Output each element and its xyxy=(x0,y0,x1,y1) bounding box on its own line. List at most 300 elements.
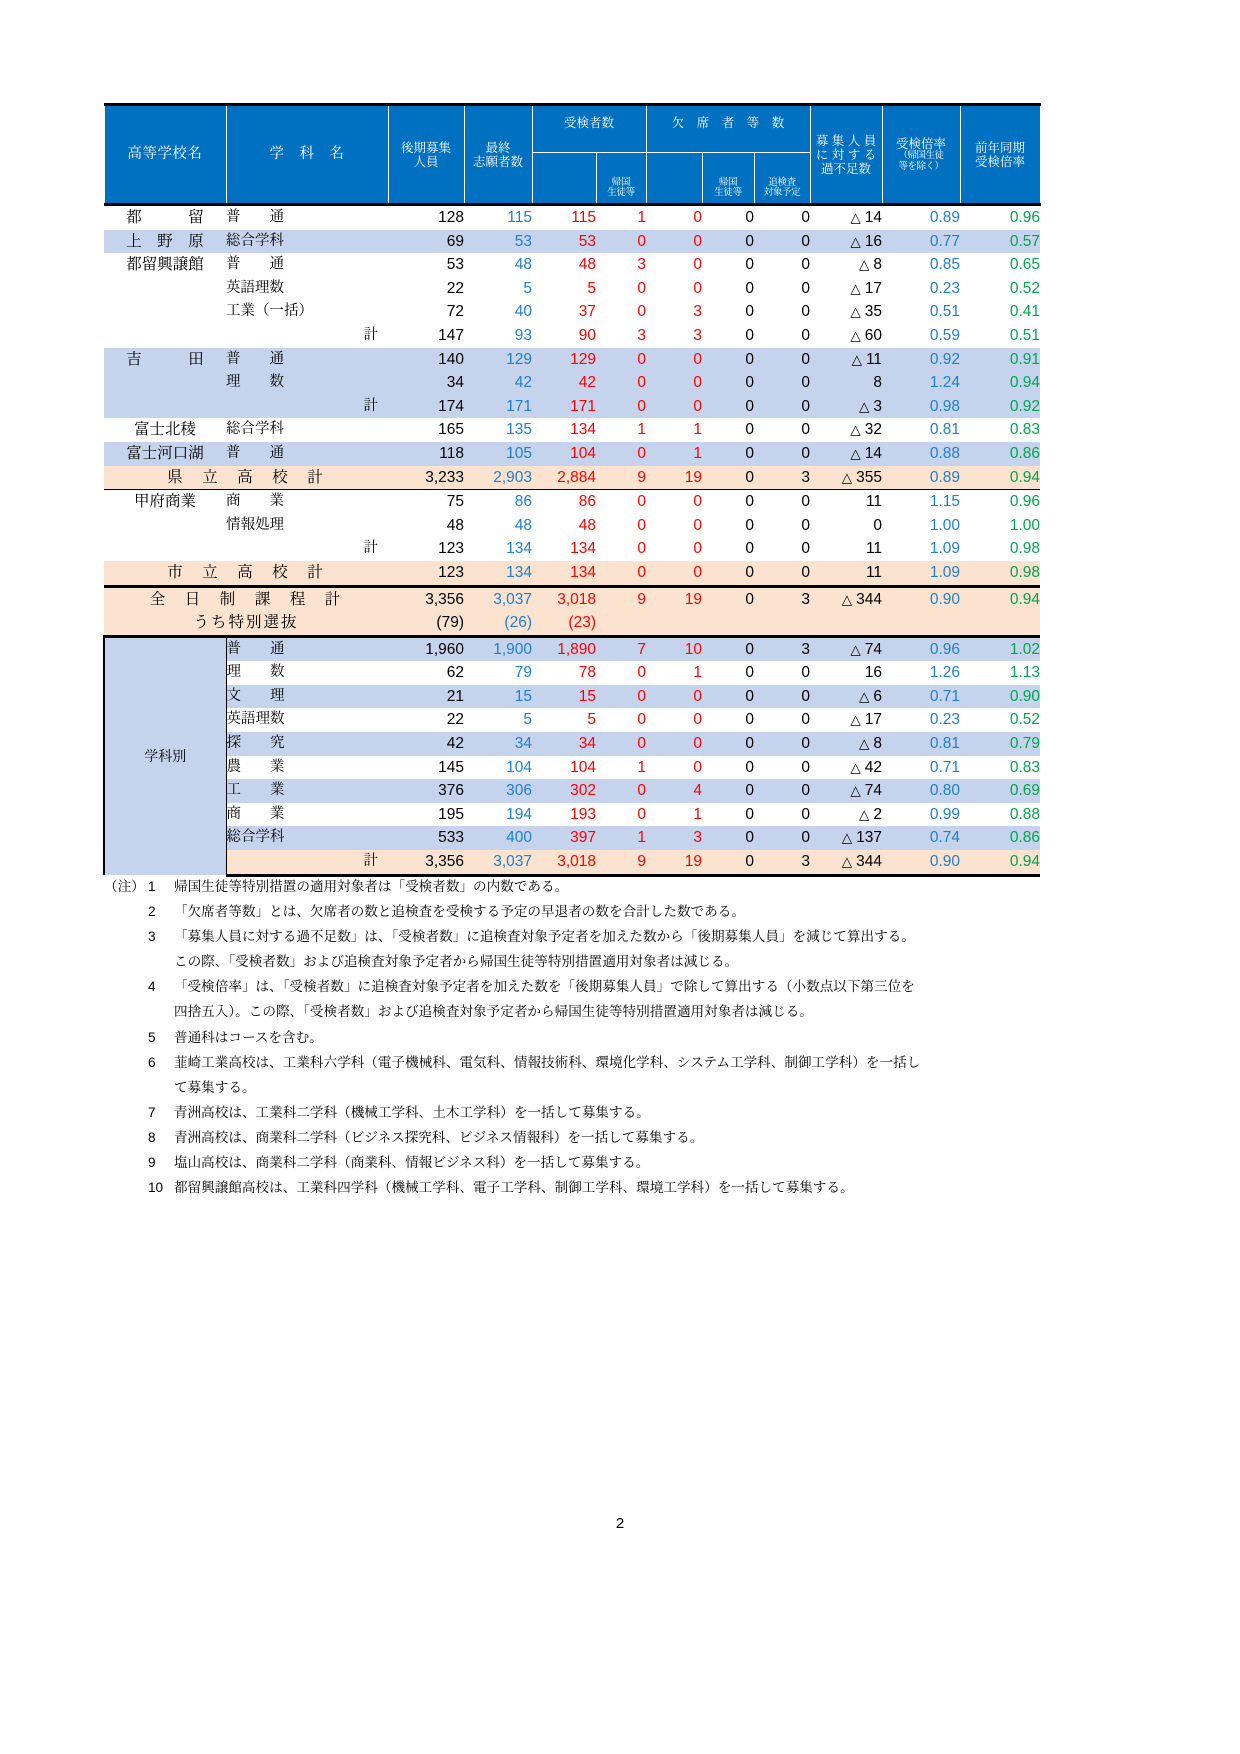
table-header xyxy=(104,105,1040,205)
cell-exam-ratio: 0.51 xyxy=(882,300,960,324)
cell-absentees-returnee: 0 xyxy=(702,371,754,395)
cell-late-quota: 123 xyxy=(388,561,464,586)
cell-school-name: 富士北稜 xyxy=(104,418,226,442)
table-row xyxy=(104,611,1040,636)
table-body-by-department xyxy=(104,636,1040,875)
cell-department-name: 普 通 xyxy=(226,253,388,277)
cell-examinees: 134 xyxy=(532,537,596,561)
cell-surplus-deficit: △ 14 xyxy=(810,205,882,230)
cell-examinees: 53 xyxy=(532,230,596,254)
cell-examinees-returnee: 0 xyxy=(596,561,646,586)
cell-absentees: 0 xyxy=(646,537,702,561)
cell-supplementary: 0 xyxy=(754,708,810,732)
cell-supplementary: 0 xyxy=(754,230,810,254)
cell-examinees: 134 xyxy=(532,418,596,442)
cell-supplementary: 0 xyxy=(754,418,810,442)
cell-department-name: 探 究 xyxy=(226,732,388,756)
col-header-school-name: 高等学校名 xyxy=(104,105,226,205)
cell-department-name: 商 業 xyxy=(226,803,388,827)
table-row xyxy=(104,300,1040,324)
cell-exam-ratio: 0.99 xyxy=(882,803,960,827)
cell-final-applicants: 135 xyxy=(464,418,532,442)
triangle-minus-icon: △ xyxy=(850,445,861,461)
col-header-examinees-returnee xyxy=(596,153,646,205)
cell-absentees: 19 xyxy=(646,586,702,611)
cell-school-name: 吉 田 xyxy=(104,348,226,372)
cell-surplus-deficit: △ 11 xyxy=(810,348,882,372)
cell-final-applicants: 134 xyxy=(464,561,532,586)
cell-absentees-returnee: 0 xyxy=(702,324,754,348)
cell-surplus-deficit: 11 xyxy=(810,537,882,561)
cell-examinees-returnee: 1 xyxy=(596,756,646,780)
cell-absentees: 0 xyxy=(646,371,702,395)
cell-late-quota: 147 xyxy=(388,324,464,348)
cell-surplus-deficit: 8 xyxy=(810,371,882,395)
cell-final-applicants: 3,037 xyxy=(464,586,532,611)
prev-year-line2: 受検倍率 xyxy=(975,154,1026,169)
table-row xyxy=(104,779,1040,803)
cell-examinees: 42 xyxy=(532,371,596,395)
cell-examinees-returnee: 0 xyxy=(596,277,646,301)
cell-final-applicants: 2,903 xyxy=(464,466,532,490)
table-row xyxy=(104,253,1040,277)
table-row xyxy=(104,442,1040,466)
cell-absentees: 0 xyxy=(646,685,702,709)
cell-examinees-returnee: 0 xyxy=(596,442,646,466)
cell-examinees-returnee: 0 xyxy=(596,537,646,561)
cell-supplementary: 0 xyxy=(754,826,810,850)
triangle-minus-icon: △ xyxy=(850,304,861,320)
cell-supplementary: 0 xyxy=(754,514,810,538)
footnote-item xyxy=(104,1181,1124,1195)
cell-absentees-returnee: 0 xyxy=(702,779,754,803)
cell-school-name xyxy=(104,537,226,561)
table-row xyxy=(104,418,1040,442)
cell-exam-ratio: 0.89 xyxy=(882,466,960,490)
cell-absentees-returnee: 0 xyxy=(702,586,754,611)
cell-surplus-deficit: △ 2 xyxy=(810,803,882,827)
cell-final-applicants: 42 xyxy=(464,371,532,395)
col-header-supplementary-exam xyxy=(754,153,810,205)
cell-late-quota: 165 xyxy=(388,418,464,442)
surplus-line2: に 対 す る xyxy=(815,147,877,162)
cell-absentees-returnee: 0 xyxy=(702,756,754,780)
cell-absentees: 19 xyxy=(646,850,702,875)
footnote-text: 青洲高校は、商業科二学科（ビジネス探究科、ビジネス情報科）を一括して募集する。 xyxy=(174,1129,704,1145)
cell-absentees: 3 xyxy=(646,324,702,348)
cell-previous-year-ratio: 0.69 xyxy=(960,779,1040,803)
cell-examinees: 134 xyxy=(532,561,596,586)
footnote-number: 2 xyxy=(148,904,156,920)
col-header-surplus-deficit xyxy=(810,105,882,205)
cell-exam-ratio: 0.71 xyxy=(882,685,960,709)
cell-late-quota: 22 xyxy=(388,277,464,301)
cell-late-quota: 62 xyxy=(388,661,464,685)
cell-exam-ratio: 0.59 xyxy=(882,324,960,348)
footnote-continuation: 四捨五入）。この際、「受検者数」および追検査対象予定者から帰国生徒等特別措置適用対象者は減じる。 xyxy=(174,1004,813,1020)
triangle-minus-icon: △ xyxy=(841,591,853,607)
cell-supplementary xyxy=(754,611,810,636)
cell-surplus-deficit: △ 17 xyxy=(810,277,882,301)
cell-surplus-deficit: △ 74 xyxy=(810,779,882,803)
cell-supplementary: 3 xyxy=(754,636,810,661)
surplus-line1: 募 集 人 員 xyxy=(815,133,877,148)
cell-examinees: 193 xyxy=(532,803,596,827)
final-applicants-line1: 最終 xyxy=(485,140,511,155)
cell-exam-ratio: 0.98 xyxy=(882,395,960,419)
cell-absentees-returnee: 0 xyxy=(702,300,754,324)
examinees-returnee-line2: 生徒等 xyxy=(607,187,635,199)
cell-surplus-deficit: △ 35 xyxy=(810,300,882,324)
cell-exam-ratio: 0.71 xyxy=(882,756,960,780)
cell-absentees-returnee: 0 xyxy=(702,230,754,254)
cell-examinees: 34 xyxy=(532,732,596,756)
cell-examinees-returnee: 1 xyxy=(596,205,646,230)
footnote-continuation: て募集する。 xyxy=(174,1079,256,1095)
cell-absentees-returnee: 0 xyxy=(702,826,754,850)
cell-department-name: 計 xyxy=(226,850,388,875)
triangle-minus-icon: △ xyxy=(850,712,861,728)
table-row xyxy=(104,537,1040,561)
cell-examinees: 129 xyxy=(532,348,596,372)
footnote-number: 3 xyxy=(148,929,156,945)
cell-final-applicants: 3,037 xyxy=(464,850,532,875)
cell-exam-ratio: 0.92 xyxy=(882,348,960,372)
cell-examinees-returnee: 0 xyxy=(596,371,646,395)
cell-school-name xyxy=(104,371,226,395)
cell-supplementary: 0 xyxy=(754,371,810,395)
footnote-text: 青洲高校は、工業科二学科（機械工学科、土木工学科）を一括して募集する。 xyxy=(174,1104,650,1120)
table-row xyxy=(104,466,1040,490)
cell-department-name: 英語理数 xyxy=(226,708,388,732)
cell-late-quota: 21 xyxy=(388,685,464,709)
cell-examinees-returnee: 0 xyxy=(596,490,646,514)
cell-absentees: 0 xyxy=(646,205,702,230)
cell-examinees: 1,890 xyxy=(532,636,596,661)
table-row xyxy=(104,803,1040,827)
cell-final-applicants: 34 xyxy=(464,732,532,756)
cell-exam-ratio: 0.96 xyxy=(882,636,960,661)
cell-previous-year-ratio: 0.96 xyxy=(960,205,1040,230)
footnote-item xyxy=(104,1031,1124,1045)
cell-school-name: 都留興譲館 xyxy=(104,253,226,277)
cell-examinees-returnee: 0 xyxy=(596,803,646,827)
triangle-minus-icon: △ xyxy=(850,210,861,225)
footnote-number: 10 xyxy=(148,1180,164,1196)
footnote-item xyxy=(104,1106,1124,1120)
table-row xyxy=(104,661,1040,685)
cell-absentees: 0 xyxy=(646,756,702,780)
late-quota-line1: 後期募集 xyxy=(400,140,451,155)
cell-previous-year-ratio: 0.94 xyxy=(960,466,1040,490)
cell-surplus-deficit: △ 14 xyxy=(810,442,882,466)
cell-surplus-deficit xyxy=(810,611,882,636)
cell-previous-year-ratio: 0.41 xyxy=(960,300,1040,324)
cell-final-applicants: 40 xyxy=(464,300,532,324)
triangle-minus-icon: △ xyxy=(841,854,853,870)
cell-supplementary: 0 xyxy=(754,803,810,827)
table-row xyxy=(104,324,1040,348)
cell-absentees: 0 xyxy=(646,561,702,586)
cell-supplementary: 0 xyxy=(754,537,810,561)
cell-absentees-returnee: 0 xyxy=(702,803,754,827)
cell-surplus-deficit: 0 xyxy=(810,514,882,538)
cell-examinees-returnee: 3 xyxy=(596,253,646,277)
cell-examinees-returnee: 0 xyxy=(596,348,646,372)
cell-department-name: 普 通 xyxy=(226,442,388,466)
col-header-absentees-group: 欠 席 者 等 数 xyxy=(646,105,810,153)
cell-examinees: 104 xyxy=(532,442,596,466)
footnote-continuation: この際、「受検者数」および追検査対象予定者から帰国生徒等特別措置適用対象者は減じる。 xyxy=(174,954,739,970)
cell-school-name xyxy=(104,300,226,324)
cell-absentees-returnee: 0 xyxy=(702,418,754,442)
cell-final-applicants: 129 xyxy=(464,348,532,372)
cell-exam-ratio: 0.90 xyxy=(882,850,960,875)
footnote-text: 塩山高校は、商業科二学科（商業科、情報ビジネス科）を一括して募集する。 xyxy=(174,1155,650,1171)
footnote-text: 普通科はコースを含む。 xyxy=(174,1029,323,1045)
cell-final-applicants: 104 xyxy=(464,756,532,780)
cell-late-quota: 1,960 xyxy=(388,636,464,661)
cell-school-name: 富士河口湖 xyxy=(104,442,226,466)
cell-previous-year-ratio: 0.91 xyxy=(960,348,1040,372)
cell-final-applicants: 5 xyxy=(464,277,532,301)
cell-final-applicants: 48 xyxy=(464,514,532,538)
cell-exam-ratio: 0.77 xyxy=(882,230,960,254)
cell-absentees-returnee: 0 xyxy=(702,253,754,277)
cell-absentees-returnee: 0 xyxy=(702,708,754,732)
cell-surplus-deficit: △ 137 xyxy=(810,826,882,850)
row-total-label: うち特別選抜 xyxy=(104,611,388,636)
footnote-number: 8 xyxy=(148,1129,156,1145)
cell-absentees: 0 xyxy=(646,348,702,372)
table-row xyxy=(104,514,1040,538)
cell-absentees-returnee: 0 xyxy=(702,395,754,419)
cell-supplementary: 0 xyxy=(754,395,810,419)
cell-late-quota: 34 xyxy=(388,371,464,395)
triangle-minus-icon: △ xyxy=(850,327,861,343)
cell-examinees: 48 xyxy=(532,514,596,538)
triangle-minus-icon: △ xyxy=(859,398,870,414)
cell-previous-year-ratio: 0.94 xyxy=(960,850,1040,875)
cell-late-quota: 195 xyxy=(388,803,464,827)
cell-surplus-deficit: △ 60 xyxy=(810,324,882,348)
footnote-number: 4 xyxy=(148,979,156,995)
table-row xyxy=(104,850,1040,875)
cell-supplementary: 0 xyxy=(754,277,810,301)
triangle-minus-icon: △ xyxy=(859,736,870,752)
cell-previous-year-ratio: 0.90 xyxy=(960,685,1040,709)
cell-department-name: 情報処理 xyxy=(226,514,388,538)
col-header-exam-ratio xyxy=(882,105,960,205)
cell-supplementary: 0 xyxy=(754,300,810,324)
cell-exam-ratio: 0.88 xyxy=(882,442,960,466)
cell-supplementary: 0 xyxy=(754,685,810,709)
cell-surplus-deficit: △ 16 xyxy=(810,230,882,254)
col-header-department-name: 学 科 名 xyxy=(226,105,388,205)
cell-final-applicants: 171 xyxy=(464,395,532,419)
cell-supplementary: 0 xyxy=(754,205,810,230)
cell-surplus-deficit: △ 3 xyxy=(810,395,882,419)
cell-examinees-returnee: 3 xyxy=(596,324,646,348)
cell-exam-ratio: 0.74 xyxy=(882,826,960,850)
cell-examinees: 15 xyxy=(532,685,596,709)
footnote-number: 1 xyxy=(148,879,156,894)
cell-final-applicants: (26) xyxy=(464,611,532,636)
cell-department-name: 計 xyxy=(226,395,388,419)
cell-school-name xyxy=(104,277,226,301)
cell-absentees: 0 xyxy=(646,732,702,756)
exam-ratio-sub2: 等を除く） xyxy=(898,160,944,172)
cell-school-name: 甲府商業 xyxy=(104,490,226,514)
cell-examinees: 115 xyxy=(532,205,596,230)
cell-previous-year-ratio: 1.00 xyxy=(960,514,1040,538)
col-header-examinees-total-spacer xyxy=(532,153,596,205)
cell-previous-year-ratio: 0.57 xyxy=(960,230,1040,254)
cell-examinees: 3,018 xyxy=(532,850,596,875)
cell-previous-year-ratio: 0.52 xyxy=(960,708,1040,732)
cell-department-name: 普 通 xyxy=(226,636,388,661)
cell-department-name: 商 業 xyxy=(226,490,388,514)
cell-examinees: 90 xyxy=(532,324,596,348)
cell-late-quota: 22 xyxy=(388,708,464,732)
table-row xyxy=(104,756,1040,780)
cell-examinees-returnee: 9 xyxy=(596,466,646,490)
table-body-schools xyxy=(104,205,1040,637)
footnote-item xyxy=(104,1056,1124,1070)
footnote-text: 帰国生徒等特別措置の適用対象者は「受検者数」の内数である。 xyxy=(174,879,569,894)
admissions-statistics-table xyxy=(103,103,1039,877)
cell-examinees: 78 xyxy=(532,661,596,685)
cell-school-name xyxy=(104,514,226,538)
cell-school-name: 上 野 原 xyxy=(104,230,226,254)
cell-department-name: 工 業 xyxy=(226,779,388,803)
cell-absentees-returnee xyxy=(702,611,754,636)
cell-final-applicants: 5 xyxy=(464,708,532,732)
cell-late-quota: 3,356 xyxy=(388,850,464,875)
cell-late-quota: 140 xyxy=(388,348,464,372)
table-row xyxy=(104,371,1040,395)
cell-final-applicants: 400 xyxy=(464,826,532,850)
footnote-number: 5 xyxy=(148,1029,156,1045)
cell-exam-ratio: 1.24 xyxy=(882,371,960,395)
cell-absentees: 1 xyxy=(646,418,702,442)
cell-previous-year-ratio: 0.83 xyxy=(960,756,1040,780)
cell-exam-ratio: 0.23 xyxy=(882,708,960,732)
cell-exam-ratio: 1.09 xyxy=(882,537,960,561)
cell-exam-ratio: 1.00 xyxy=(882,514,960,538)
cell-surplus-deficit: △ 74 xyxy=(810,636,882,661)
cell-absentees: 3 xyxy=(646,300,702,324)
cell-department-name: 計 xyxy=(226,537,388,561)
table-row xyxy=(104,230,1040,254)
col-header-absentees-returnee xyxy=(702,153,754,205)
cell-supplementary: 0 xyxy=(754,561,810,586)
cell-examinees: 171 xyxy=(532,395,596,419)
absentees-returnee-line2: 生徒等 xyxy=(714,187,742,199)
cell-final-applicants: 134 xyxy=(464,537,532,561)
cell-department-name: 計 xyxy=(226,324,388,348)
cell-previous-year-ratio: 0.79 xyxy=(960,732,1040,756)
supplementary-line2: 対象予定 xyxy=(763,187,801,199)
table-row xyxy=(104,205,1040,230)
cell-final-applicants: 93 xyxy=(464,324,532,348)
cell-department-name: 理 数 xyxy=(226,661,388,685)
cell-previous-year-ratio: 1.02 xyxy=(960,636,1040,661)
cell-supplementary: 0 xyxy=(754,661,810,685)
examinees-returnee-line1: 帰国 xyxy=(611,176,631,188)
footnote-marker: （注） xyxy=(104,879,145,894)
cell-examinees-returnee: 9 xyxy=(596,586,646,611)
cell-absentees: 0 xyxy=(646,514,702,538)
triangle-minus-icon: △ xyxy=(850,759,861,775)
footnote-text: 「受検倍率」は、「受検者数」に追検査対象予定者を加えた数を「後期募集人員」で除して算出する（小数点以下第三位を xyxy=(174,979,915,995)
cell-examinees-returnee: 0 xyxy=(596,300,646,324)
cell-examinees: 5 xyxy=(532,708,596,732)
cell-final-applicants: 15 xyxy=(464,685,532,709)
cell-absentees: 1 xyxy=(646,661,702,685)
cell-late-quota: 376 xyxy=(388,779,464,803)
cell-examinees: 5 xyxy=(532,277,596,301)
cell-examinees: (23) xyxy=(532,611,596,636)
footnote-item xyxy=(104,880,1124,894)
cell-absentees: 0 xyxy=(646,230,702,254)
cell-department-name: 普 通 xyxy=(226,348,388,372)
triangle-minus-icon: △ xyxy=(850,422,861,438)
table-row xyxy=(104,561,1040,586)
cell-previous-year-ratio: 1.13 xyxy=(960,661,1040,685)
cell-department-name: 英語理数 xyxy=(226,277,388,301)
cell-previous-year-ratio: 0.94 xyxy=(960,586,1040,611)
cell-exam-ratio: 0.85 xyxy=(882,253,960,277)
table-row xyxy=(104,348,1040,372)
page-number: 2 xyxy=(615,1515,625,1532)
cell-previous-year-ratio: 0.86 xyxy=(960,826,1040,850)
cell-absentees: 1 xyxy=(646,803,702,827)
cell-exam-ratio: 0.89 xyxy=(882,205,960,230)
cell-final-applicants: 1,900 xyxy=(464,636,532,661)
triangle-minus-icon: △ xyxy=(851,351,862,367)
cell-absentees-returnee: 0 xyxy=(702,490,754,514)
cell-examinees-returnee: 0 xyxy=(596,514,646,538)
cell-examinees: 397 xyxy=(532,826,596,850)
cell-final-applicants: 48 xyxy=(464,253,532,277)
cell-department-name: 普 通 xyxy=(226,205,388,230)
cell-department-name: 総合学科 xyxy=(226,826,388,850)
cell-late-quota: 3,356 xyxy=(388,586,464,611)
cell-exam-ratio: 0.23 xyxy=(882,277,960,301)
footnotes xyxy=(104,880,1124,1206)
cell-absentees xyxy=(646,611,702,636)
cell-absentees-returnee: 0 xyxy=(702,850,754,875)
cell-surplus-deficit: △ 17 xyxy=(810,708,882,732)
cell-previous-year-ratio: 0.98 xyxy=(960,561,1040,586)
cell-final-applicants: 306 xyxy=(464,779,532,803)
cell-previous-year-ratio: 0.96 xyxy=(960,490,1040,514)
col-header-late-quota xyxy=(388,105,464,205)
cell-late-quota: 145 xyxy=(388,756,464,780)
cell-previous-year-ratio: 0.94 xyxy=(960,371,1040,395)
cell-absentees-returnee: 0 xyxy=(702,685,754,709)
exam-ratio-main: 受検倍率 xyxy=(896,136,947,151)
footnote-text: 都留興譲館高校は、工業科四学科（機械工学科、電子工学科、制御工学科、環境工学科）を一括して募集する。 xyxy=(174,1180,854,1196)
cell-previous-year-ratio: 0.52 xyxy=(960,277,1040,301)
cell-examinees: 2,884 xyxy=(532,466,596,490)
cell-late-quota: 533 xyxy=(388,826,464,850)
cell-late-quota: 174 xyxy=(388,395,464,419)
footnote-number: 7 xyxy=(148,1104,156,1120)
cell-surplus-deficit: △ 42 xyxy=(810,756,882,780)
cell-department-name: 総合学科 xyxy=(226,230,388,254)
